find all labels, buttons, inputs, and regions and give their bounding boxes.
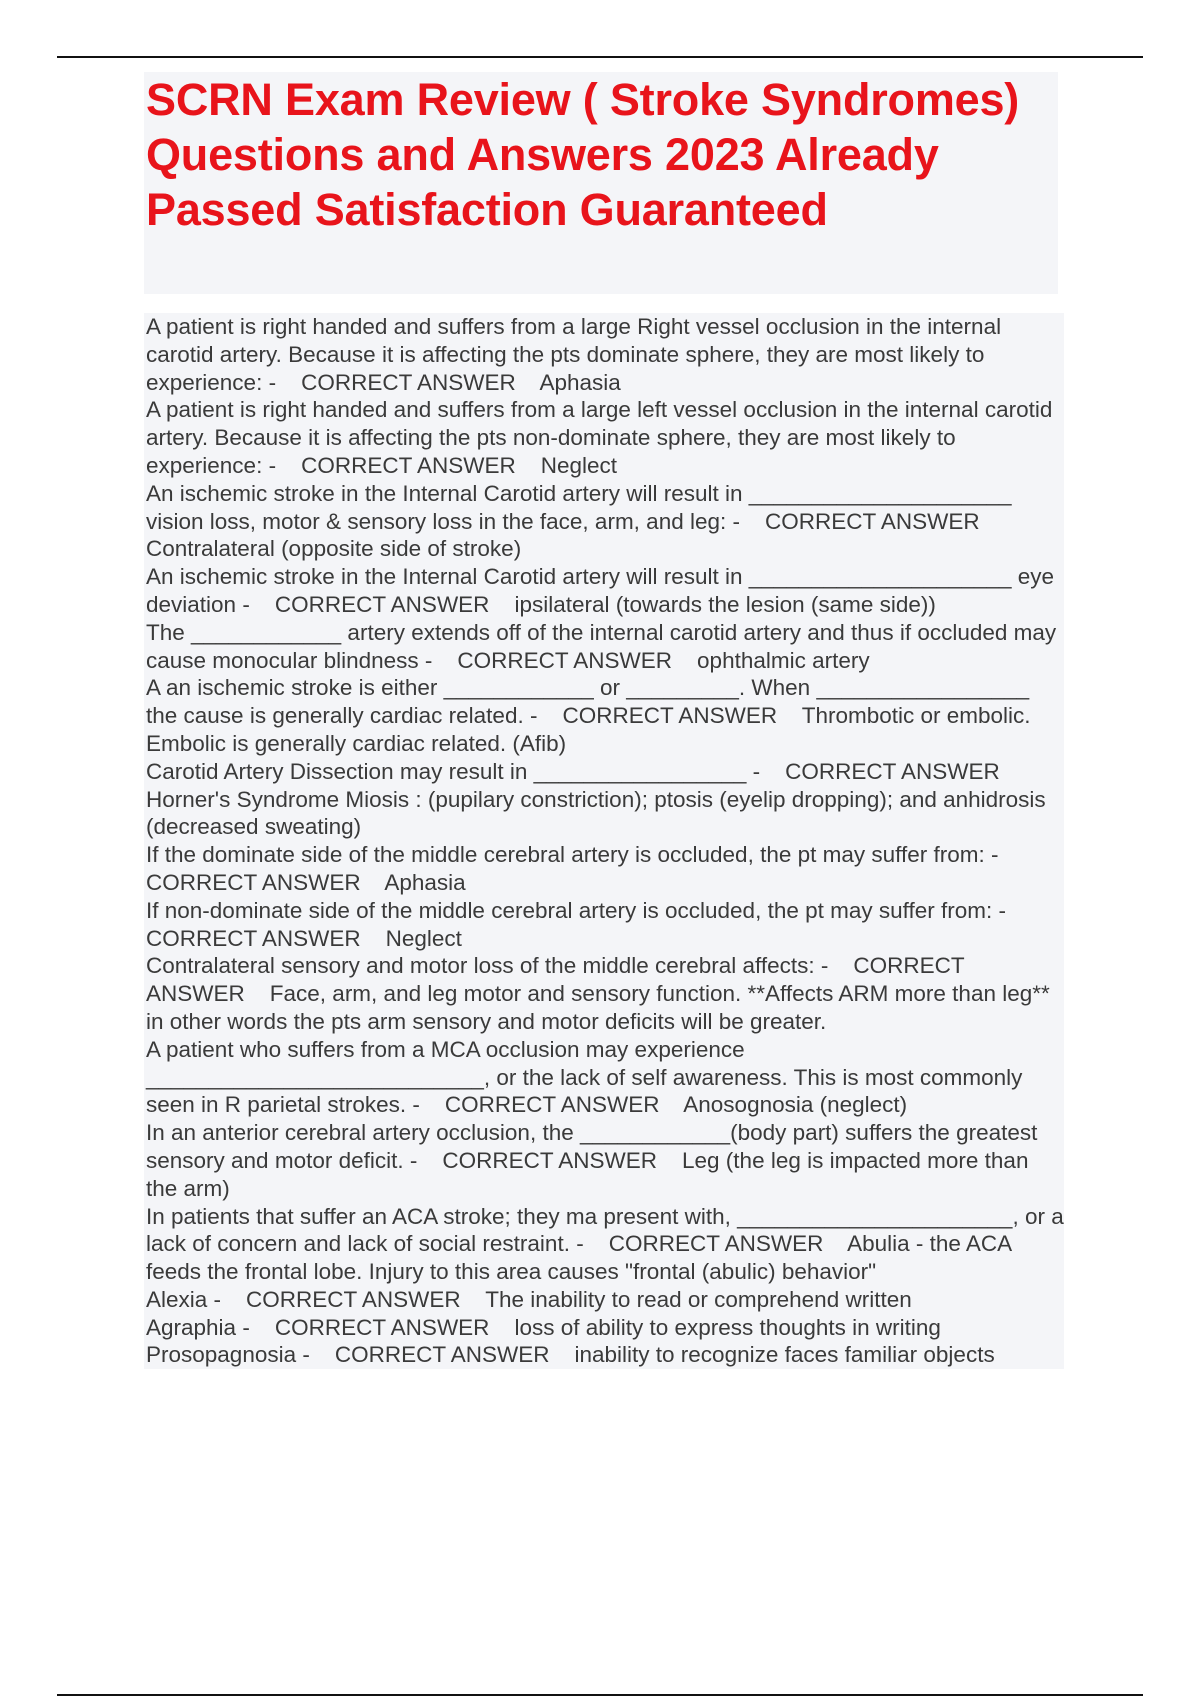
top-rule: [57, 56, 1143, 58]
answer-text: ipsilateral (towards the lesion (same side)): [514, 591, 936, 617]
qa-item: [144, 396, 1064, 479]
question-text: Alexia -: [146, 1286, 222, 1312]
qa-item: [144, 480, 1064, 563]
answer-text: Horner's Syndrome Miosis : (pupilary constriction); ptosis (eyelip dropping); and anhidrosis (decreased sweating): [146, 786, 1052, 840]
answer-label: CORRECT ANSWER: [246, 1286, 461, 1312]
qa-item: [144, 1036, 1064, 1119]
qa-item: [144, 1286, 1064, 1314]
answer-text: Neglect: [540, 452, 618, 478]
document-title: SCRN Exam Review ( Stroke Syndromes) Questions and Answers 2023 Already Passed Satisfaction Guaranteed: [146, 74, 1020, 235]
qa-item: [144, 1314, 1064, 1342]
qa-item: [144, 841, 1064, 897]
question-text: If non-dominate side of the middle cerebral artery is occluded, the pt may suffer from: -: [146, 897, 1006, 923]
answer-text: Aphasia: [539, 369, 621, 395]
answer-label: CORRECT ANSWER: [562, 703, 778, 729]
answer-label: CORRECT ANSWER: [444, 1092, 660, 1118]
answer-label: CORRECT ANSWER: [146, 925, 361, 951]
question-text: In an anterior cerebral artery occlusion, the ____________(body part) suffers the greatest sensory and motor deficit. -: [146, 1120, 1044, 1173]
answer-text: Face, arm, and leg motor and sensory function. **Affects ARM more than leg** in other words the pts arm sensory and motor deficits will be greater.: [146, 981, 1057, 1034]
answer-label: CORRECT ANSWER: [334, 1342, 550, 1368]
question-text: The ____________ artery extends off of the internal carotid artery and thus if occluded may cause monocular blindness -: [146, 619, 1063, 673]
answer-label: CORRECT ANSWER: [442, 1147, 657, 1173]
qa-list: [144, 313, 1070, 1369]
answer-label: CORRECT ANSWER: [146, 869, 361, 895]
question-text: Prosopagnosia -: [146, 1342, 310, 1368]
question-text: A an ischemic stroke is either ____________ or _________. When _________________ the cause is generally cardiac related. -: [146, 675, 1036, 729]
qa-item: [144, 563, 1064, 619]
question-text: Agraphia -: [146, 1314, 250, 1340]
qa-item: [144, 758, 1064, 841]
qa-item: [144, 897, 1064, 953]
qa-item: [144, 313, 1064, 396]
answer-label: CORRECT ANSWER: [457, 647, 673, 673]
answer-text: inability to recognize faces familiar objects: [574, 1342, 995, 1368]
answer-text: loss of ability to express thoughts in writing: [514, 1314, 941, 1340]
qa-item: [144, 952, 1064, 1035]
qa-item: [144, 619, 1064, 675]
qa-item: [144, 674, 1064, 757]
answer-label: CORRECT ANSWER: [765, 508, 980, 534]
question-text: If the dominate side of the middle cerebral artery is occluded, the pt may suffer from: -: [146, 842, 999, 868]
question-text: Carotid Artery Dissection may result in _________________ -: [146, 758, 761, 784]
answer-text: Contralateral (opposite side of stroke): [146, 536, 522, 562]
answer-text: Abulia - the ACA feeds the frontal lobe. Injury to this area causes "frontal (abulic) behavior": [146, 1231, 1018, 1285]
question-text: A patient who suffers from a MCA occlusion may experience ___________________________, or the lack of self awareness. This is most commonly seen in R parietal strokes. -: [146, 1036, 1029, 1118]
answer-text: Leg (the leg is impacted more than the arm): [146, 1147, 1035, 1201]
question-text: An ischemic stroke in the Internal Carotid artery will result in _____________________ vision loss, motor & sensory loss in the face, arm, and leg: -: [146, 480, 1018, 534]
answer-text: The inability to read or comprehend written: [485, 1286, 912, 1312]
bottom-rule: [57, 1694, 1143, 1696]
answer-label: CORRECT ANSWER: [301, 369, 516, 395]
answer-label: CORRECT ANSWER: [274, 591, 490, 617]
answer-label: CORRECT ANSWER: [146, 953, 970, 1007]
answer-text: Anosognosia (neglect): [683, 1092, 908, 1118]
answer-text: ophthalmic artery: [697, 647, 870, 673]
answer-label: CORRECT ANSWER: [785, 758, 1000, 784]
answer-label: CORRECT ANSWER: [608, 1231, 824, 1257]
answer-text: Aphasia: [384, 869, 466, 895]
question-text: In patients that suffer an ACA stroke; they ma present with, ______________________, or a lack of concern and lack of social restraint. -: [146, 1203, 1070, 1257]
qa-item: [144, 1119, 1064, 1202]
answer-text: Neglect: [385, 925, 462, 951]
answer-label: CORRECT ANSWER: [274, 1314, 490, 1340]
question-text: An ischemic stroke in the Internal Carotid artery will result in _____________________ eye deviation -: [146, 564, 1061, 617]
question-text: Contralateral sensory and motor loss of the middle cerebral affects: -: [146, 953, 829, 979]
question-text: A patient is right handed and suffers from a large Right vessel occlusion in the internal carotid artery. Because it is affecting the pts dominate sphere, they are most likely to experience: -: [146, 314, 1008, 395]
qa-item: [144, 1341, 1064, 1369]
question-text: A patient is right handed and suffers from a large left vessel occlusion in the internal carotid artery. Because it is affecting the pts non-dominate sphere, they are most likely to experience: -: [146, 397, 1059, 478]
title-block: [144, 72, 1058, 294]
answer-text: Thrombotic or embolic. Embolic is generally cardiac related. (Afib): [146, 703, 1037, 756]
answer-label: CORRECT ANSWER: [301, 452, 516, 478]
qa-item: [144, 1203, 1070, 1286]
